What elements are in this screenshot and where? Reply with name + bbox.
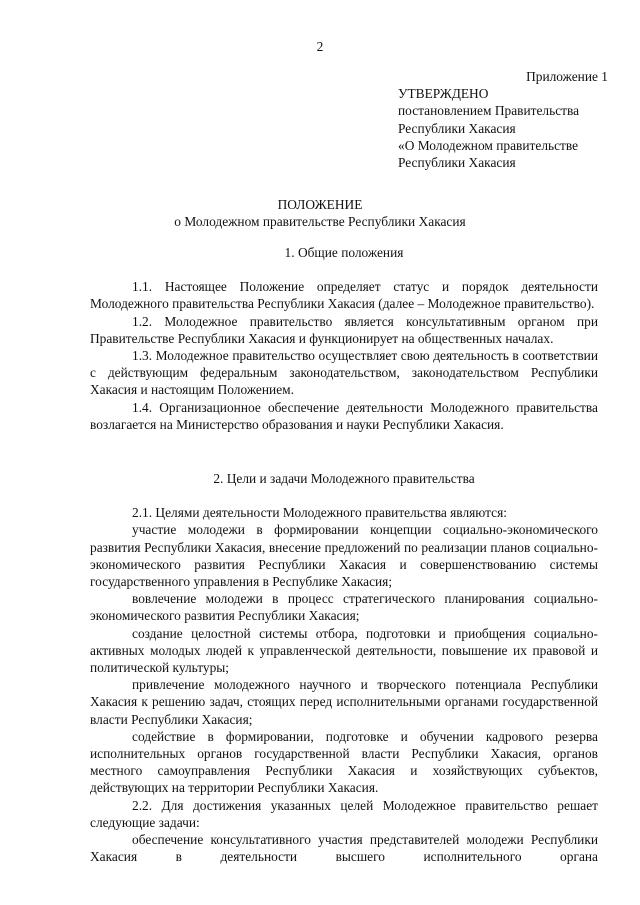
page-number: 2 <box>316 39 324 54</box>
section-2-heading: 2. Цели и задачи Молодежного правительства <box>213 471 475 486</box>
appendix-label: Приложение 1 <box>526 69 608 84</box>
paragraph-1-4: 1.4. Организационное обеспечение деятельности Молодежного правительства возлагается на Министерство образования и науки Республики Хакасия. <box>90 399 598 432</box>
title-main: ПОЛОЖЕНИЕ <box>277 197 363 212</box>
title-subtitle: о Молодежном правительстве Республики Хакасия <box>174 214 466 230</box>
goal-item-3: создание целостной системы отбора, подготовки и приобщения социально-активных молодых людей к управленческой деятельности, повышение их правовой и политической культуры; <box>90 625 598 676</box>
paragraph-1-3: 1.3. Молодежное правительство осуществляет свою деятельность в соответствии с действующим федеральным законодательством, законодательством Республики Хакасия и настоящим Положением. <box>90 348 598 398</box>
goal-item-4: привлечение молодежного научного и творческого потенциала Республики Хакасия к решению задач, стоящих перед исполнительными органами государственной власти Республики Хакасия; <box>90 677 598 727</box>
paragraph-1-2: 1.2. Молодежное правительство является консультативным органом при Правительстве Республики Хакасия и функционирует на общественных началах. <box>90 313 598 346</box>
section-goals-and-tasks <box>90 470 598 865</box>
document-title <box>0 196 640 230</box>
approval-line-4: Республики Хакасия <box>398 155 516 171</box>
approval-line-1: постановлением Правительства <box>398 103 580 119</box>
goal-item-5: содействие в формировании, подготовке и обучении кадрового резерва исполнительных органов государственной власти Республики Хакасия, органов местного самоуправления Республики Хакасия и хозяйствующих субъектов, действующих на территории Республики Хакасия. <box>90 728 598 796</box>
approval-stamp-block <box>398 68 608 171</box>
paragraph-2-1: 2.1. Целями деятельности Молодежного правительства являются: <box>132 505 507 521</box>
approved-label: УТВЕРЖДЕНО <box>398 86 489 102</box>
goal-item-1: участие молодежи в формировании концепции социально-экономического развития Республики Хакасия, внесение предложений по реализации планов социально-экономического развития Республики Хакасия и совершенствованию системы государственного управления в Республике Хакасия; <box>90 522 598 590</box>
paragraph-1-1: 1.1. Настоящее Положение определяет статус и порядок деятельности Молодежного правительства Республики Хакасия (далее – Молодежное правительство). <box>90 279 598 312</box>
approval-line-3: «О Молодежном правительстве <box>398 137 579 153</box>
section-general-provisions <box>90 244 598 433</box>
task-item-1: обеспечение консультативного участия представителей молодежи Республики Хакасия в деятельности высшего исполнительного органа <box>90 832 598 865</box>
section-1-heading: 1. Общие положения <box>284 245 404 260</box>
approval-line-2: Республики Хакасия <box>398 120 516 136</box>
goal-item-2: вовлечение молодежи в процесс стратегического планирования социально-экономического развития Республики Хакасия; <box>90 591 598 624</box>
paragraph-2-2: 2.2. Для достижения указанных целей Молодежное правительство решает следующие задачи: <box>90 797 598 830</box>
